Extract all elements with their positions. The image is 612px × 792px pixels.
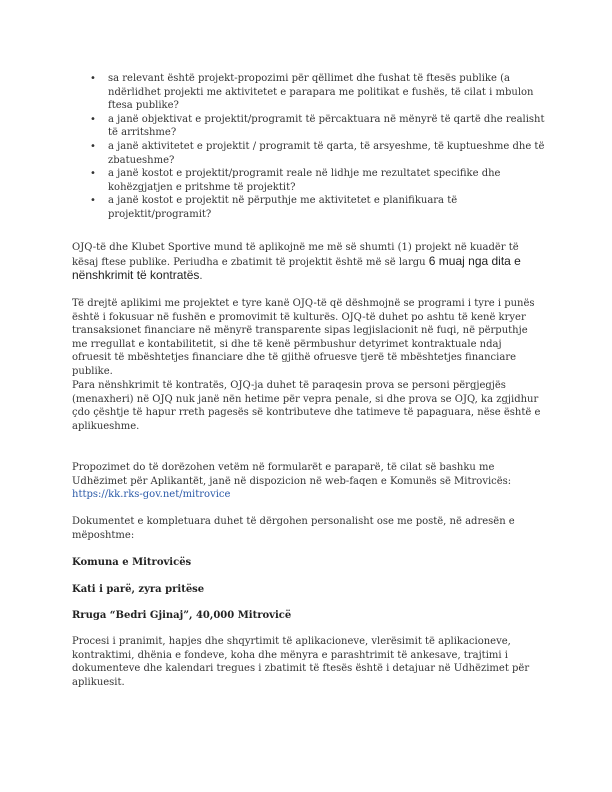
paragraph-delivery-instructions: Dokumentet e kompletuara duhet të dërgohen personalisht ose me postë, në adresën e mëposhtme: — [72, 516, 515, 541]
paragraph-submission-forms — [72, 461, 542, 502]
paragraph-text: OJQ-të dhe Klubet Sportive mund të aplikojnë me më së shumti (1) projekt në kuadër të kësaj ftese publike. Periudha e zbatimit të projektit është më së largu — [72, 242, 519, 268]
address-line-institution: Komuna e Mitrovicës — [72, 557, 192, 568]
paragraph-application-limit — [72, 241, 542, 284]
list-item: • a janë kostot e projektit në përputhje me aktivitetet e planifikuara të projektit/programit? — [90, 194, 550, 221]
paragraph-process-details: Procesi i pranimit, hapjes dhe shqyrtimit të aplikacioneve, vlerësimit të aplikacioneve, kontraktimi, dhënia e fondeve, koha dhe mënyra e parashtrimit të ankesave, trajtimi i dokumenteve dhe kalendari tregues i zbatimit të ftesës është i detajuar në Udhëzimet për aplikuesit. — [72, 636, 530, 688]
list-item: • a janë aktivitetet e projektit / programit të qarta, të arsyeshme, të kuptueshme dhe të zbatueshme? — [90, 140, 550, 167]
paragraph-contract-requirements: Para nënshkrimit të kontratës, OJQ-ja duhet të paraqesin prova se personi përgjegjës (menaxheri) në OJQ nuk janë nën hetime për vepra penale, si dhe prova se OJQ, ka zgjidhur çdo çështje të hapur rreth pagesës së kontributeve dhe tatimeve të papaguara, nëse është e aplikueshme. — [72, 380, 541, 432]
evaluation-criteria-list — [90, 72, 550, 222]
address-line-office: Kati i parë, zyra pritëse — [72, 584, 205, 595]
list-item: • sa relevant është projekt-propozimi për qëllimet dhe fushat të ftesës publike (a ndërlidhet projekti me aktivitetet e parapara me politikat e fushës, të cilat i mbulon ftesa publike? — [90, 72, 550, 113]
highlighted-period-text: 6 muaj nga dita e nënshkrimit të kontratës — [72, 253, 521, 283]
municipality-website-link[interactable]: https://kk.rks-gov.net/mitrovice — [72, 489, 231, 501]
paragraph-eligibility: Të drejtë aplikimi me projektet e tyre kanë OJQ-të që dëshmojnë se programi i tyre i punës është i fokusuar në fushën e promovimit të kulturës. OJQ-të duhet po ashtu të kenë kryer transaksionet financiare në mënyrë transparente sipas legjislacionit në fuqi, në përputhje me rregullat e kontabilitetit, si dhe të kenë përmbushur detyrimet kontraktuale ndaj ofruesit të mbështetjes financiare dhe të gjithë ofruesve tjerë të mbështetjes financiare publike. — [72, 298, 535, 377]
list-item: • a janë kostot e projektit/programit reale në lidhje me rezultatet specifike dhe kohëzgjatjen e pritshme të projektit? — [90, 167, 550, 194]
paragraph-text: . — [199, 271, 203, 283]
list-item: • a janë objektivat e projektit/programit të përcaktuara në mënyrë të qartë dhe realisht të arritshme? — [90, 113, 550, 140]
address-line-street: Rruga “Bedri Gjinaj”, 40,000 Mitrovicë — [72, 610, 292, 621]
paragraph-text: Propozimet do të dorëzohen vetëm në formularët e paraparë, të cilat së bashku me Udhëzimet për Aplikantët, janë në dispozicion në web-faqen e Komunës së Mitrovicës: — [72, 462, 512, 487]
